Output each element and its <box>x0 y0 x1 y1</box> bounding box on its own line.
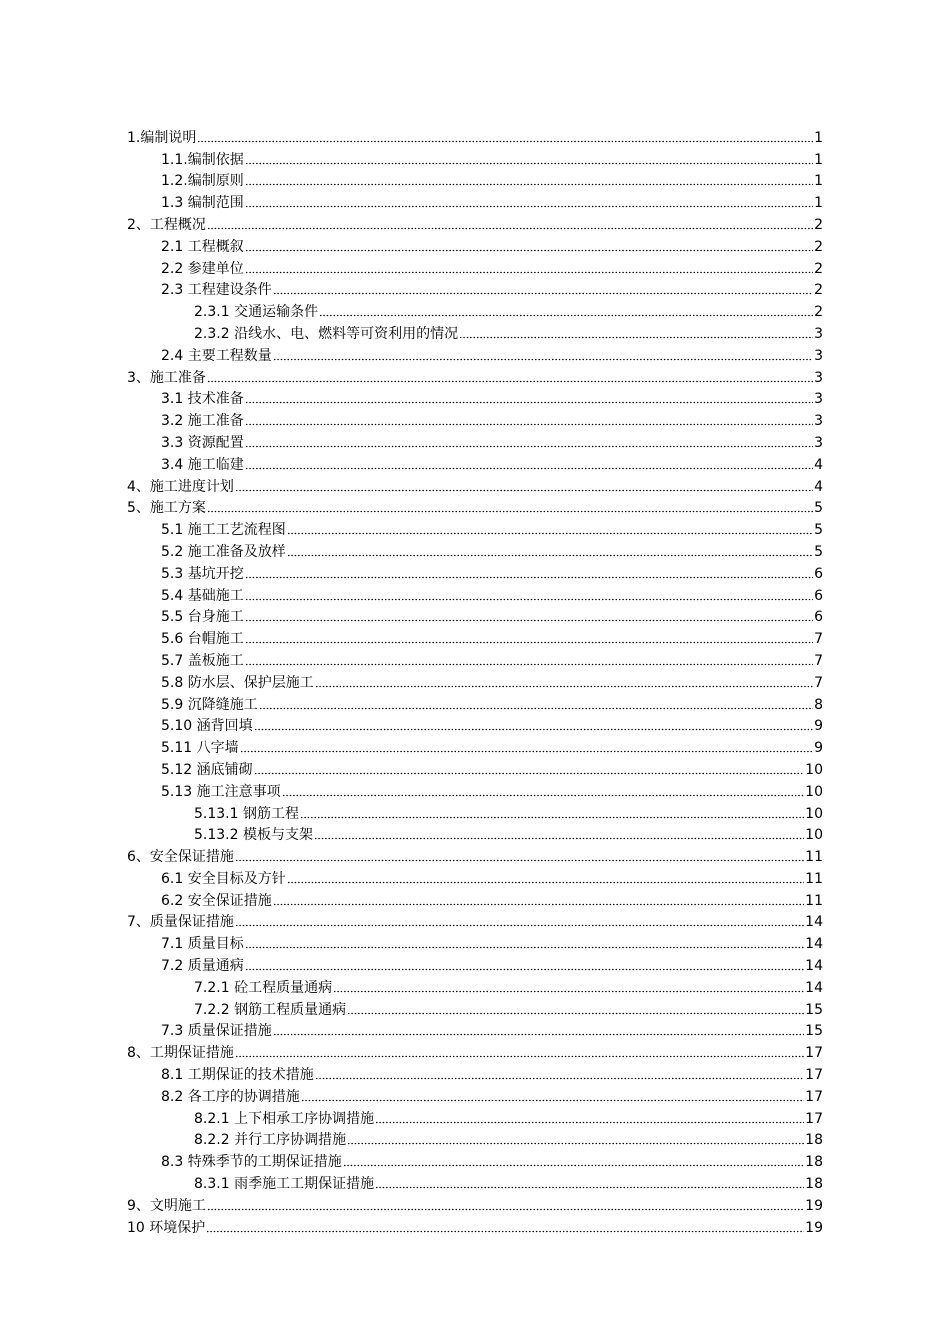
toc-dot-leader <box>207 227 813 230</box>
toc-entry-page-number: 17 <box>805 1067 823 1084</box>
toc-entry[interactable] <box>127 344 823 366</box>
toc-dot-leader <box>245 663 813 666</box>
toc-entry-page-number: 8 <box>814 696 823 713</box>
toc-entry-page-number: 4 <box>814 456 823 473</box>
toc-dot-leader <box>347 1142 804 1145</box>
toc-entry-page-number: 2 <box>814 216 823 233</box>
toc-dot-leader <box>287 881 804 884</box>
toc-dot-leader <box>287 554 813 557</box>
toc-entry-page-number: 6 <box>814 609 823 626</box>
toc-entry-page-number: 1 <box>814 195 823 212</box>
toc-entry[interactable] <box>127 824 823 846</box>
toc-entry-page-number: 1 <box>814 151 823 168</box>
toc-dot-leader <box>240 750 813 753</box>
toc-entry[interactable] <box>127 911 823 933</box>
toc-entry[interactable] <box>127 213 823 235</box>
toc-entry-page-number: 3 <box>814 369 823 386</box>
toc-entry-page-number: 18 <box>805 1132 823 1149</box>
toc-entry-title: 2.3.2 沿线水、电、燃料等可资利用的情况 <box>194 325 459 342</box>
toc-dot-leader <box>254 772 805 775</box>
toc-dot-leader <box>235 924 804 927</box>
toc-entry-page-number: 17 <box>805 1045 823 1062</box>
toc-entry-title: 5.8 防水层、保护层施工 <box>161 674 314 691</box>
toc-entry-page-number: 10 <box>805 783 823 800</box>
toc-entry-title: 8.2.1 上下相承工序协调措施 <box>194 1110 375 1127</box>
toc-entry[interactable] <box>127 889 823 911</box>
toc-entry-page-number: 2 <box>814 304 823 321</box>
toc-entry[interactable] <box>127 1020 823 1042</box>
toc-entry-title: 7.2 质量通病 <box>161 958 244 975</box>
toc-entry-page-number: 14 <box>805 914 823 931</box>
toc-dot-leader <box>207 1208 804 1211</box>
table-of-contents <box>127 126 823 1238</box>
toc-dot-leader <box>245 445 813 448</box>
toc-dot-leader <box>245 576 813 579</box>
toc-entry-page-number: 5 <box>814 500 823 517</box>
toc-entry-title: 7.3 质量保证措施 <box>161 1023 272 1040</box>
toc-entry-page-number: 7 <box>814 631 823 648</box>
toc-entry-title: 3.1 技术准备 <box>161 391 244 408</box>
toc-dot-leader <box>254 728 813 731</box>
toc-dot-leader <box>197 140 813 143</box>
toc-entry-page-number: 15 <box>805 1001 823 1018</box>
toc-entry-title: 5.2 施工准备及放样 <box>161 543 286 560</box>
toc-entry-page-number: 18 <box>805 1176 823 1193</box>
toc-entry-title: 5.11 八字墙 <box>161 740 239 757</box>
toc-dot-leader <box>245 641 813 644</box>
toc-entry[interactable] <box>127 758 823 780</box>
toc-dot-leader <box>273 903 804 906</box>
toc-entry-page-number: 6 <box>814 565 823 582</box>
toc-dot-leader <box>245 946 804 949</box>
toc-dot-leader <box>235 859 804 862</box>
toc-dot-leader <box>273 1033 804 1036</box>
toc-entry-page-number: 7 <box>814 652 823 669</box>
toc-entry[interactable] <box>127 170 823 192</box>
toc-entry-title: 5.10 涵背回填 <box>161 718 253 735</box>
toc-dot-leader <box>282 794 805 797</box>
toc-entry-title: 8.2.2 并行工序协调措施 <box>194 1132 347 1149</box>
toc-dot-leader <box>319 314 813 317</box>
toc-dot-leader <box>273 358 813 361</box>
toc-entry-page-number: 14 <box>805 979 823 996</box>
toc-entry-title: 5.13.1 钢筋工程 <box>194 805 299 822</box>
toc-entry-page-number: 9 <box>814 740 823 757</box>
toc-dot-leader <box>273 292 813 295</box>
toc-entry[interactable] <box>127 1129 823 1151</box>
toc-entry-title: 4、施工进度计划 <box>127 478 234 495</box>
toc-entry[interactable] <box>127 148 823 170</box>
toc-entry-title: 5.5 台身施工 <box>161 609 244 626</box>
toc-entry-title: 6.1 安全目标及方针 <box>161 870 286 887</box>
toc-entry-page-number: 11 <box>805 849 823 866</box>
toc-entry[interactable] <box>127 867 823 889</box>
toc-entry[interactable] <box>127 954 823 976</box>
toc-entry-title: 1.2.编制原则 <box>161 173 244 190</box>
toc-entry-page-number: 4 <box>814 478 823 495</box>
toc-entry-title: 2.1 工程概叙 <box>161 238 244 255</box>
toc-dot-leader <box>207 510 813 513</box>
toc-entry-page-number: 3 <box>814 413 823 430</box>
toc-entry-title: 8.3 特殊季节的工期保证措施 <box>161 1154 342 1171</box>
toc-entry[interactable] <box>127 845 823 867</box>
toc-dot-leader <box>347 1012 804 1015</box>
toc-entry[interactable] <box>127 475 823 497</box>
toc-entry-title: 9、文明施工 <box>127 1197 206 1214</box>
toc-entry-page-number: 2 <box>814 238 823 255</box>
toc-entry[interactable] <box>127 497 823 519</box>
toc-dot-leader <box>245 249 813 252</box>
toc-entry-title: 7.2.2 钢筋工程质量通病 <box>194 1001 347 1018</box>
toc-entry-title: 6、安全保证措施 <box>127 849 234 866</box>
toc-entry-title: 5.12 涵底铺砌 <box>161 761 253 778</box>
toc-entry-page-number: 3 <box>814 347 823 364</box>
toc-entry[interactable] <box>127 453 823 475</box>
toc-dot-leader <box>245 401 813 404</box>
toc-dot-leader <box>375 1121 804 1124</box>
toc-dot-leader <box>245 467 813 470</box>
toc-entry-title: 5.6 台帽施工 <box>161 631 244 648</box>
toc-entry-title: 6.2 安全保证措施 <box>161 892 272 909</box>
toc-entry[interactable] <box>127 998 823 1020</box>
toc-dot-leader <box>245 598 813 601</box>
toc-entry-title: 5.4 基础施工 <box>161 587 244 604</box>
toc-entry-page-number: 9 <box>814 718 823 735</box>
toc-entry-page-number: 3 <box>814 391 823 408</box>
toc-entry-title: 2.3 工程建设条件 <box>161 282 272 299</box>
toc-entry[interactable] <box>127 627 823 649</box>
toc-entry-title: 8.2 各工序的协调措施 <box>161 1088 300 1105</box>
toc-entry-page-number: 1 <box>814 129 823 146</box>
toc-entry[interactable] <box>127 780 823 802</box>
toc-entry[interactable] <box>127 126 823 148</box>
toc-entry[interactable] <box>127 409 823 431</box>
toc-entry-title: 3、施工准备 <box>127 369 206 386</box>
toc-dot-leader <box>245 183 813 186</box>
toc-entry-title: 8、工期保证措施 <box>127 1045 234 1062</box>
toc-entry[interactable] <box>127 671 823 693</box>
toc-entry-page-number: 2 <box>814 282 823 299</box>
toc-dot-leader <box>459 336 813 339</box>
toc-entry[interactable] <box>127 257 823 279</box>
toc-dot-leader <box>245 271 813 274</box>
toc-entry[interactable] <box>127 606 823 628</box>
toc-entry-page-number: 17 <box>805 1110 823 1127</box>
toc-entry-page-number: 1 <box>814 173 823 190</box>
toc-entry-title: 3.2 施工准备 <box>161 413 244 430</box>
toc-dot-leader <box>206 1230 804 1233</box>
toc-entry[interactable] <box>127 1216 823 1238</box>
toc-entry-page-number: 5 <box>814 543 823 560</box>
toc-dot-leader <box>259 707 813 710</box>
toc-entry-title: 1.1.编制依据 <box>161 151 244 168</box>
toc-dot-leader <box>315 685 813 688</box>
toc-dot-leader <box>245 619 813 622</box>
toc-entry[interactable] <box>127 1085 823 1107</box>
toc-entry-page-number: 14 <box>805 936 823 953</box>
toc-entry[interactable] <box>127 191 823 213</box>
toc-entry-title: 10 环境保护 <box>127 1219 206 1236</box>
toc-entry-title: 8.1 工期保证的技术措施 <box>161 1067 314 1084</box>
toc-entry[interactable] <box>127 649 823 671</box>
toc-entry-page-number: 3 <box>814 434 823 451</box>
toc-entry[interactable] <box>127 235 823 257</box>
toc-dot-leader <box>245 162 813 165</box>
toc-entry-title: 1.3 编制范围 <box>161 195 244 212</box>
toc-entry-page-number: 11 <box>805 892 823 909</box>
toc-entry[interactable] <box>127 366 823 388</box>
toc-entry-title: 5.3 基坑开挖 <box>161 565 244 582</box>
toc-entry[interactable] <box>127 562 823 584</box>
toc-entry[interactable] <box>127 518 823 540</box>
toc-entry-title: 7.2.1 砼工程质量通病 <box>194 979 333 996</box>
toc-entry[interactable] <box>127 322 823 344</box>
toc-entry-title: 5.13.2 模板与支架 <box>194 827 313 844</box>
toc-entry-title: 2.4 主要工程数量 <box>161 347 272 364</box>
toc-entry-title: 8.3.1 雨季施工工期保证措施 <box>194 1176 375 1193</box>
toc-entry[interactable] <box>127 1150 823 1172</box>
toc-entry-title: 1.编制说明 <box>127 129 197 146</box>
toc-dot-leader <box>245 205 813 208</box>
toc-entry-page-number: 19 <box>805 1219 823 1236</box>
toc-entry-title: 2、工程概况 <box>127 216 206 233</box>
toc-dot-leader <box>245 968 804 971</box>
toc-entry-page-number: 17 <box>805 1088 823 1105</box>
toc-entry-page-number: 18 <box>805 1154 823 1171</box>
toc-dot-leader <box>314 837 804 840</box>
toc-entry[interactable] <box>127 693 823 715</box>
toc-dot-leader <box>375 1186 804 1189</box>
toc-entry[interactable] <box>127 976 823 998</box>
toc-entry-page-number: 7 <box>814 674 823 691</box>
toc-entry-title: 5.7 盖板施工 <box>161 652 244 669</box>
toc-entry-page-number: 10 <box>805 827 823 844</box>
toc-entry-title: 2.3.1 交通运输条件 <box>194 304 319 321</box>
toc-entry-page-number: 11 <box>805 870 823 887</box>
toc-entry[interactable] <box>127 388 823 410</box>
toc-entry-page-number: 15 <box>805 1023 823 1040</box>
toc-entry-title: 5.13 施工注意事项 <box>161 783 281 800</box>
toc-dot-leader <box>235 1055 804 1058</box>
toc-entry[interactable] <box>127 540 823 562</box>
toc-entry-title: 3.4 施工临建 <box>161 456 244 473</box>
toc-entry-page-number: 10 <box>805 761 823 778</box>
toc-dot-leader <box>235 489 813 492</box>
toc-entry-title: 2.2 参建单位 <box>161 260 244 277</box>
toc-entry-title: 3.3 资源配置 <box>161 434 244 451</box>
toc-entry[interactable] <box>127 736 823 758</box>
toc-dot-leader <box>245 423 813 426</box>
toc-entry-title: 5、施工方案 <box>127 500 206 517</box>
toc-dot-leader <box>300 816 804 819</box>
toc-entry-page-number: 6 <box>814 587 823 604</box>
toc-entry[interactable] <box>127 715 823 737</box>
toc-entry-title: 5.1 施工工艺流程图 <box>161 522 286 539</box>
toc-dot-leader <box>333 990 804 993</box>
toc-entry[interactable] <box>127 584 823 606</box>
toc-entry-page-number: 10 <box>805 805 823 822</box>
toc-entry[interactable] <box>127 279 823 301</box>
toc-entry[interactable] <box>127 1194 823 1216</box>
toc-entry[interactable] <box>127 1041 823 1063</box>
toc-entry[interactable] <box>127 300 823 322</box>
toc-entry[interactable] <box>127 1172 823 1194</box>
toc-dot-leader <box>207 380 813 383</box>
toc-entry-page-number: 2 <box>814 260 823 277</box>
toc-entry[interactable] <box>127 1063 823 1085</box>
toc-dot-leader <box>301 1099 804 1102</box>
toc-entry-title: 7、质量保证措施 <box>127 914 234 931</box>
toc-entry[interactable] <box>127 932 823 954</box>
toc-entry-title: 7.1 质量目标 <box>161 936 244 953</box>
toc-dot-leader <box>343 1164 804 1167</box>
toc-entry-title: 5.9 沉降缝施工 <box>161 696 258 713</box>
toc-entry[interactable] <box>127 431 823 453</box>
toc-entry-page-number: 19 <box>805 1197 823 1214</box>
toc-entry-page-number: 14 <box>805 958 823 975</box>
toc-entry-page-number: 5 <box>814 522 823 539</box>
toc-entry[interactable] <box>127 1107 823 1129</box>
toc-entry[interactable] <box>127 802 823 824</box>
toc-entry-page-number: 3 <box>814 325 823 342</box>
toc-dot-leader <box>315 1077 804 1080</box>
toc-dot-leader <box>287 532 813 535</box>
